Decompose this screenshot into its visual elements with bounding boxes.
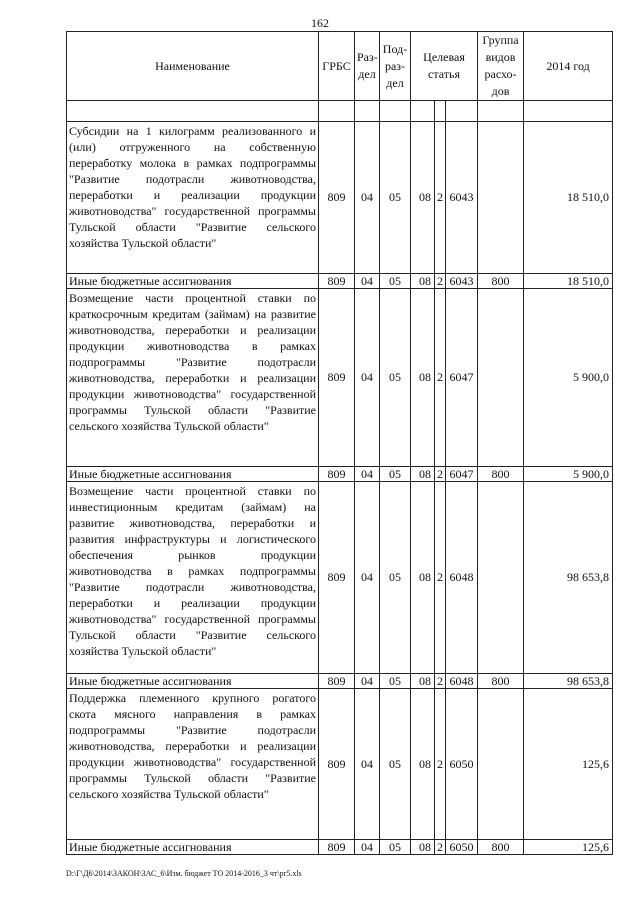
row-target-code: 6050	[446, 689, 478, 840]
row-target-code: 6043	[446, 122, 478, 274]
row-name: Иные бюджетные ассигнования	[67, 674, 319, 689]
row-target-code: 6043	[446, 274, 478, 289]
row-target-code: 6047	[446, 467, 478, 482]
row-sum: 98 653,8	[524, 482, 613, 674]
row-target-program: 08	[411, 689, 435, 840]
row-target-code: 6047	[446, 289, 478, 467]
row-target-subprogram: 2	[435, 289, 446, 467]
row-grbs: 809	[319, 482, 355, 674]
row-sum: 18 510,0	[524, 122, 613, 274]
row-group	[478, 689, 524, 840]
row-target-subprogram: 2	[435, 674, 446, 689]
row-sum: 18 510,0	[524, 274, 613, 289]
row-name: Возмещение части процентной ставки по инвестиционным кредитам (займам) на развитие животноводства, переработки и развития инфраструктуры и логистического обеспечения рынков продукции животноводства в рамках подпрограммы "Развитие подотрасли животноводства, переработки и реализации продукции животноводства" государственной программы Тульской области "Развитие сельского хозяйства Тульской области"	[67, 482, 319, 674]
row-group	[478, 289, 524, 467]
row-sum: 5 900,0	[524, 289, 613, 467]
row-target-program: 08	[411, 840, 435, 855]
row-podrazdel: 05	[380, 482, 411, 674]
row-group	[478, 482, 524, 674]
row-grbs: 809	[319, 122, 355, 274]
row-razdel: 04	[355, 689, 380, 840]
row-podrazdel: 05	[380, 122, 411, 274]
row-podrazdel: 05	[380, 689, 411, 840]
row-grbs: 809	[319, 689, 355, 840]
page-number: 162	[311, 16, 329, 30]
row-razdel: 04	[355, 122, 380, 274]
row-sum: 125,6	[524, 840, 613, 855]
row-name: Возмещение части процентной ставки по краткосрочным кредитам (займам) на развитие животноводства, переработки и реализации продукции животноводства в рамках подпрограммы "Развитие подотрасли животноводства, переработки и реализации продукции животноводства" государственной программы Тульской области "Развитие сельского хозяйства Тульской области"	[67, 289, 319, 467]
table-row	[67, 840, 613, 855]
header-razdel: Раз- дел	[355, 32, 380, 101]
row-razdel: 04	[355, 467, 380, 482]
table-row	[67, 482, 613, 674]
row-name: Иные бюджетные ассигнования	[67, 840, 319, 855]
header-spacer-row	[67, 101, 613, 122]
header-target: Целевая статья	[411, 32, 478, 101]
row-target-program: 08	[411, 467, 435, 482]
row-razdel: 04	[355, 674, 380, 689]
row-grbs: 809	[319, 840, 355, 855]
file-path-footer: D:\Г\Д6\2014\ЗАКОН\ЗАС_6\Изм. бюджет ТО 2014-2016_3 чт\pr5.xls	[66, 869, 302, 878]
row-sum: 98 653,8	[524, 674, 613, 689]
row-target-program: 08	[411, 289, 435, 467]
table-row	[67, 289, 613, 467]
row-grbs: 809	[319, 274, 355, 289]
row-razdel: 04	[355, 482, 380, 674]
row-podrazdel: 05	[380, 289, 411, 467]
row-group: 800	[478, 840, 524, 855]
row-target-subprogram: 2	[435, 840, 446, 855]
table-row	[67, 674, 613, 689]
row-podrazdel: 05	[380, 674, 411, 689]
row-target-code: 6048	[446, 482, 478, 674]
table-row	[67, 122, 613, 274]
row-target-subprogram: 2	[435, 467, 446, 482]
row-target-code: 6050	[446, 840, 478, 855]
header-row	[67, 32, 613, 101]
row-target-subprogram: 2	[435, 482, 446, 674]
table-row	[67, 689, 613, 840]
row-target-subprogram: 2	[435, 274, 446, 289]
row-target-code: 6048	[446, 674, 478, 689]
row-name: Иные бюджетные ассигнования	[67, 467, 319, 482]
row-group: 800	[478, 674, 524, 689]
row-razdel: 04	[355, 274, 380, 289]
row-podrazdel: 05	[380, 467, 411, 482]
row-name: Поддержка племенного крупного рогатого скота мясного направления в рамках подпрограммы "Развитие подотрасли животноводства, переработки и реализации продукции животноводства" государственной программы Тульской области "Развитие сельского хозяйства Тульской области"	[67, 689, 319, 840]
row-name: Субсидии на 1 килограмм реализованного и (или) отгруженного на собственную переработку молока в рамках подпрограммы "Развитие подотрасли животноводства, переработки и реализации продукции животноводства" государственной программы Тульской области "Развитие сельского хозяйства Тульской области"	[67, 122, 319, 274]
table-row	[67, 274, 613, 289]
budget-table	[66, 31, 613, 855]
row-grbs: 809	[319, 467, 355, 482]
row-grbs: 809	[319, 674, 355, 689]
row-grbs: 809	[319, 289, 355, 467]
header-group: Группа видов расхо- дов	[478, 32, 524, 101]
table-row	[67, 467, 613, 482]
row-podrazdel: 05	[380, 274, 411, 289]
row-target-subprogram: 2	[435, 689, 446, 840]
header-year: 2014 год	[524, 32, 613, 101]
row-sum: 125,6	[524, 689, 613, 840]
row-target-program: 08	[411, 674, 435, 689]
row-target-subprogram: 2	[435, 122, 446, 274]
row-group: 800	[478, 274, 524, 289]
header-name: Наименование	[67, 32, 319, 101]
row-sum: 5 900,0	[524, 467, 613, 482]
row-group: 800	[478, 467, 524, 482]
row-razdel: 04	[355, 289, 380, 467]
row-podrazdel: 05	[380, 840, 411, 855]
row-target-program: 08	[411, 482, 435, 674]
row-target-program: 08	[411, 122, 435, 274]
row-target-program: 08	[411, 274, 435, 289]
header-grbs: ГРБС	[319, 32, 355, 101]
row-group	[478, 122, 524, 274]
row-razdel: 04	[355, 840, 380, 855]
row-name: Иные бюджетные ассигнования	[67, 274, 319, 289]
header-podrazdel: Под- раз- дел	[380, 32, 411, 101]
